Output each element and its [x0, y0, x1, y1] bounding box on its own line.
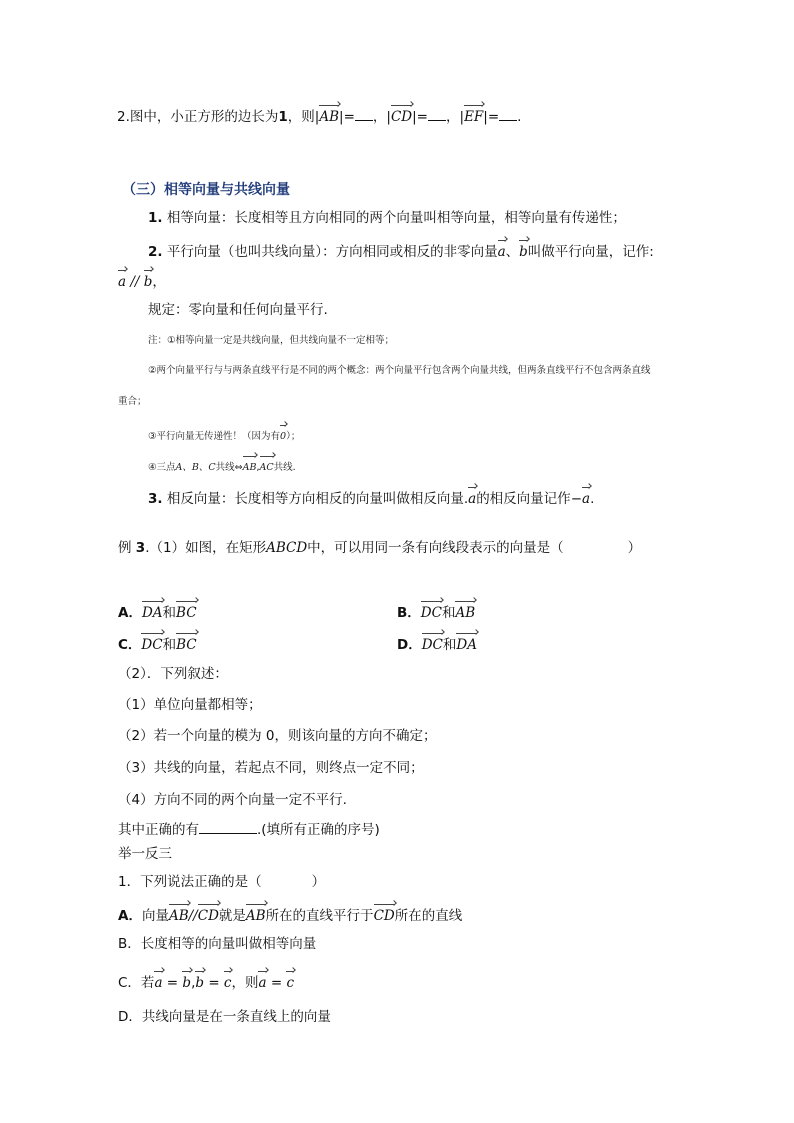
- practice-question-1: 1．下列说法正确的是（ ）: [118, 874, 326, 890]
- vector-cd: CD: [391, 104, 412, 127]
- choice-b[interactable]: B．DC和AB: [397, 600, 475, 623]
- section-heading: （三）相等向量与共线向量: [122, 182, 290, 198]
- part-2-heading: （2）．下列叙述：: [118, 666, 228, 682]
- choice-a[interactable]: A．DA和BC: [118, 600, 197, 623]
- note-2: ②两个向量平行与与两条直线平行是不同的两个概念：两个向量平行包含两个向量共线，但两条直线平行不包含两条直线: [148, 365, 651, 376]
- practice-title: 举一反三: [118, 846, 172, 862]
- note-3: ③平行向量无传递性！（因为有0）；: [148, 424, 300, 447]
- statement-2: （2）若一个向量的模为 0，则该向量的方向不确定；: [118, 728, 437, 744]
- example-3-question-1: 例 3.（1）如图，在矩形ABCD中，可以用同一条有向线段表示的向量是（ ）: [118, 540, 642, 556]
- vector-ab: AB: [319, 104, 339, 127]
- choice-c[interactable]: C．DC和BC: [118, 632, 197, 655]
- answer-blank[interactable]: [199, 820, 257, 834]
- definition-parallel-vectors: 2. 平行向量（也叫共线向量）：方向相同或相反的非零向量a、b叫做平行向量，记作:: [148, 239, 654, 262]
- definition-opposite-vectors: 3. 相反向量：长度相等方向相反的向量叫做相反向量.a的相反向量记作−a.: [148, 486, 594, 509]
- question-2: 2.图中，小正方形的边长为1，则|AB|= ，|CD|= ，|EF|= .: [117, 104, 521, 127]
- statement-1: （1）单位向量都相等；: [118, 697, 262, 713]
- practice-choice-a[interactable]: A．向量AB//CD就是AB所在的直线平行于CD所在的直线: [118, 903, 462, 926]
- choice-d[interactable]: D．DC和DA: [397, 632, 477, 655]
- answer-blank[interactable]: [355, 107, 373, 121]
- practice-choice-b[interactable]: B．长度相等的向量叫做相等向量: [118, 936, 317, 952]
- statement-3: （3）共线的向量，若起点不同，则终点一定不同；: [118, 760, 424, 776]
- practice-choice-c[interactable]: C．若a = b,b = c，则a = c: [118, 970, 294, 993]
- practice-choice-d[interactable]: D．共线向量是在一条直线上的向量: [118, 1009, 331, 1025]
- vector-ef: EF: [464, 104, 483, 127]
- note-1: 注：①相等向量一定是共线向量，但共线向量不一定相等；: [148, 335, 395, 346]
- note-4: ④三点A、B、C共线⇔AB,AC共线.: [148, 455, 296, 478]
- note-2-continued: 重合；: [118, 396, 147, 407]
- statement-4: （4）方向不同的两个向量一定不平行.: [118, 792, 347, 808]
- parallel-notation: a // b，: [118, 269, 166, 292]
- answer-blank[interactable]: [428, 107, 446, 121]
- rule-text: 规定：零向量和任何向量平行.: [148, 302, 328, 318]
- answer-line: 其中正确的有 .(填所有正确的序号): [118, 822, 380, 838]
- answer-blank[interactable]: [499, 107, 517, 121]
- definition-equal-vectors: 1. 相等向量：长度相等且方向相同的两个向量叫相等向量，相等向量有传递性；: [148, 210, 626, 226]
